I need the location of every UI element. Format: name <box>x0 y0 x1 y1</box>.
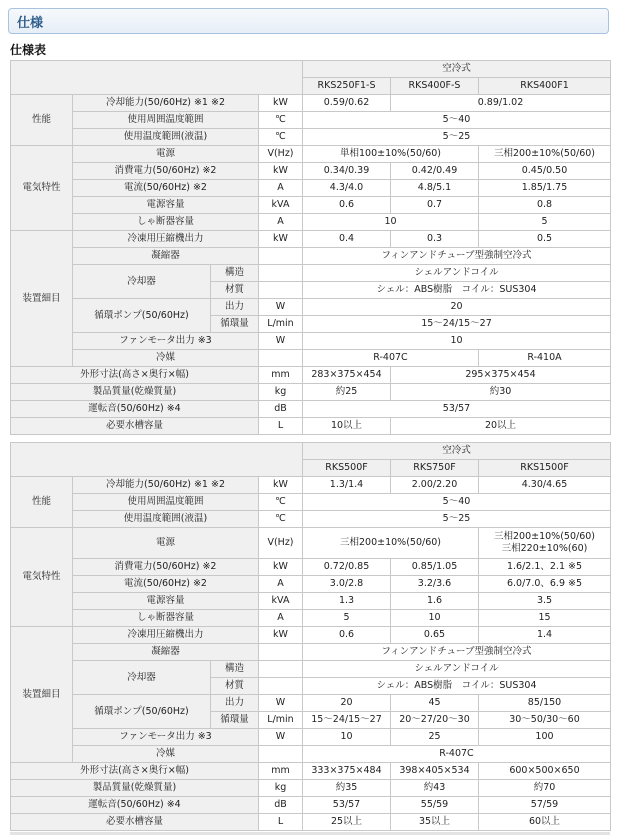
table-row <box>11 593 611 610</box>
unit-cell: kW <box>259 627 303 644</box>
row-label: しゃ断器容量 <box>73 214 259 231</box>
model-header: RKS400F-S <box>391 78 479 95</box>
row-label: 消費電力(50/60Hz) ※2 <box>73 559 259 576</box>
value-cell: 2.00/2.20 <box>391 477 479 494</box>
value-cell: 0.34/0.39 <box>303 163 391 180</box>
value-cell: 20 <box>303 299 611 316</box>
table-row <box>11 146 611 163</box>
value-cell: 5〜40 <box>303 112 611 129</box>
spec-table-2 <box>10 442 611 831</box>
value-cell: 35以上 <box>391 814 479 831</box>
section-header <box>8 8 609 34</box>
row-label: 電源容量 <box>73 593 259 610</box>
row-label: 必要水槽容量 <box>11 814 259 831</box>
row-label: 凝縮器 <box>73 644 259 661</box>
row-label: 消費電力(50/60Hz) ※2 <box>73 163 259 180</box>
row-label: 使用周囲温度範囲 <box>73 494 259 511</box>
value-cell: 57/59 <box>479 797 611 814</box>
category-electrical: 電気特性 <box>11 528 73 627</box>
row-label: 循環ポンプ(50/60Hz) <box>73 695 211 729</box>
table-row <box>11 627 611 644</box>
row-label: 製品質量(乾燥質量) <box>11 384 259 401</box>
unit-cell: ℃ <box>259 112 303 129</box>
value-cell: 60以上 <box>479 814 611 831</box>
table-row <box>11 797 611 814</box>
value-cell: 85/150 <box>479 695 611 712</box>
table-row <box>11 559 611 576</box>
row-label: 凝縮器 <box>73 248 259 265</box>
row-label: 使用周囲温度範囲 <box>73 112 259 129</box>
value-cell: 約43 <box>391 780 479 797</box>
sub-label: 材質 <box>211 678 259 695</box>
row-label: 外形寸法(高さ×奥行×幅) <box>11 763 259 780</box>
value-cell: 1.3 <box>303 593 391 610</box>
unit-cell: W <box>259 729 303 746</box>
header-blank <box>11 443 303 477</box>
table-row <box>11 197 611 214</box>
row-label: ファンモータ出力 ※3 <box>73 729 259 746</box>
value-cell: 0.65 <box>391 627 479 644</box>
unit-cell: kW <box>259 95 303 112</box>
value-cell: 三相200±10%(50/60) <box>303 528 479 559</box>
sub-label: 循環量 <box>211 712 259 729</box>
unit-cell: kg <box>259 780 303 797</box>
value-cell: 4.3/4.0 <box>303 180 391 197</box>
table-row <box>11 729 611 746</box>
value-cell: 25以上 <box>303 814 391 831</box>
row-label: 冷却器 <box>73 661 211 695</box>
row-label: 冷却能力(50/60Hz) ※1 ※2 <box>73 477 259 494</box>
row-label: 電流(50/60Hz) ※2 <box>73 576 259 593</box>
value-cell: 20 <box>303 695 391 712</box>
value-cell: 5〜40 <box>303 494 611 511</box>
row-label: 使用温度範囲(液温) <box>73 511 259 528</box>
value-cell: 0.45/0.50 <box>479 163 611 180</box>
value-cell: 10 <box>303 333 611 350</box>
unit-cell <box>259 265 303 282</box>
unit-cell: V(Hz) <box>259 528 303 559</box>
value-cell: 4.8/5.1 <box>391 180 479 197</box>
unit-cell: W <box>259 333 303 350</box>
table-row <box>11 248 611 265</box>
table-row <box>11 746 611 763</box>
row-label: 使用温度範囲(液温) <box>73 129 259 146</box>
value-cell: 1.85/1.75 <box>479 180 611 197</box>
table-row <box>11 384 611 401</box>
table-row <box>11 265 611 282</box>
row-label: 冷媒 <box>73 350 259 367</box>
value-cell: 10 <box>303 214 479 231</box>
value-cell: 5 <box>479 214 611 231</box>
model-header: RKS400F1 <box>479 78 611 95</box>
value-cell: 0.59/0.62 <box>303 95 391 112</box>
unit-cell: W <box>259 299 303 316</box>
value-cell: シェルアンドコイル <box>303 265 611 282</box>
table-row <box>11 214 611 231</box>
value-cell: 3.0/2.8 <box>303 576 391 593</box>
value-cell: 0.89/1.02 <box>391 95 611 112</box>
table-row <box>11 528 611 559</box>
row-label: 電源 <box>73 146 259 163</box>
value-cell: 100 <box>479 729 611 746</box>
table-row <box>11 95 611 112</box>
value-cell: 4.30/4.65 <box>479 477 611 494</box>
table-row <box>11 163 611 180</box>
value-cell: 283×375×454 <box>303 367 391 384</box>
row-label: 運転音(50/60Hz) ※4 <box>11 797 259 814</box>
value-cell: 5〜25 <box>303 511 611 528</box>
value-cell: 45 <box>391 695 479 712</box>
value-cell: 20〜27/20〜30 <box>391 712 479 729</box>
category-performance: 性能 <box>11 95 73 146</box>
row-label: 冷凍用圧縮機出力 <box>73 231 259 248</box>
value-cell: 55/59 <box>391 797 479 814</box>
value-cell: 53/57 <box>303 797 391 814</box>
table-row <box>11 231 611 248</box>
unit-cell: W <box>259 695 303 712</box>
row-label: 電流(50/60Hz) ※2 <box>73 180 259 197</box>
table-row <box>11 814 611 831</box>
unit-cell <box>259 248 303 265</box>
table-row <box>11 511 611 528</box>
value-cell: 20以上 <box>391 418 611 435</box>
row-label: 外形寸法(高さ×奥行×幅) <box>11 367 259 384</box>
value-cell: 1.4 <box>479 627 611 644</box>
value-cell: 10 <box>303 729 391 746</box>
value-cell: 0.3 <box>391 231 479 248</box>
section-title: 仕様 <box>17 16 44 31</box>
row-label: 冷却器 <box>73 265 211 299</box>
value-cell: 0.4 <box>303 231 391 248</box>
table-row <box>11 367 611 384</box>
unit-cell: V(Hz) <box>259 146 303 163</box>
table-row <box>11 494 611 511</box>
type-header: 空冷式 <box>303 61 611 78</box>
table-row <box>11 350 611 367</box>
table-row <box>11 695 611 712</box>
value-cell: 295×375×454 <box>391 367 611 384</box>
value-cell: 1.3/1.4 <box>303 477 391 494</box>
value-cell: 約70 <box>479 780 611 797</box>
sub-label: 材質 <box>211 282 259 299</box>
spec-table-1 <box>10 60 611 435</box>
table-row <box>11 661 611 678</box>
row-label: 冷却能力(50/60Hz) ※1 ※2 <box>73 95 259 112</box>
table-row <box>11 780 611 797</box>
unit-cell: dB <box>259 401 303 418</box>
value-cell: 約30 <box>391 384 611 401</box>
value-cell: 10 <box>391 610 479 627</box>
model-header: RKS250F1-S <box>303 78 391 95</box>
value-cell: 5 <box>303 610 391 627</box>
table-row <box>11 477 611 494</box>
value-cell: 15〜24/15〜27 <box>303 316 611 333</box>
value-cell: シェルアンドコイル <box>303 661 611 678</box>
value-cell: 30〜50/30〜60 <box>479 712 611 729</box>
unit-cell: kW <box>259 559 303 576</box>
model-header: RKS750F <box>391 460 479 477</box>
unit-cell: ℃ <box>259 129 303 146</box>
value-cell: 0.72/0.85 <box>303 559 391 576</box>
row-label: 電源容量 <box>73 197 259 214</box>
table-row <box>11 112 611 129</box>
value-cell: 1.6 <box>391 593 479 610</box>
category-performance: 性能 <box>11 477 73 528</box>
value-cell: 5〜25 <box>303 129 611 146</box>
unit-cell <box>259 678 303 695</box>
value-cell: 15 <box>479 610 611 627</box>
category-equipment: 装置細目 <box>11 231 73 367</box>
value-cell: 0.6 <box>303 197 391 214</box>
value-cell: 単相100±10%(50/60) <box>303 146 479 163</box>
model-header: RKS500F <box>303 460 391 477</box>
row-label: 製品質量(乾燥質量) <box>11 780 259 797</box>
table-row <box>11 763 611 780</box>
table-row <box>11 180 611 197</box>
table-row <box>11 418 611 435</box>
unit-cell: ℃ <box>259 494 303 511</box>
value-cell: 3.2/3.6 <box>391 576 479 593</box>
unit-cell: A <box>259 180 303 197</box>
divider <box>10 832 610 835</box>
value-cell-multiline <box>479 528 611 559</box>
table-row <box>11 299 611 316</box>
row-label: 冷凍用圧縮機出力 <box>73 627 259 644</box>
unit-cell: L <box>259 418 303 435</box>
category-equipment: 装置細目 <box>11 627 73 763</box>
sub-label: 構造 <box>211 265 259 282</box>
unit-cell <box>259 644 303 661</box>
value-cell: 600×500×650 <box>479 763 611 780</box>
unit-cell: A <box>259 610 303 627</box>
value-cell: 約35 <box>303 780 391 797</box>
value-cell: 53/57 <box>303 401 611 418</box>
category-electrical: 電気特性 <box>11 146 73 231</box>
unit-cell: L/min <box>259 316 303 333</box>
row-label: ファンモータ出力 ※3 <box>73 333 259 350</box>
sub-label: 出力 <box>211 695 259 712</box>
row-label: 冷媒 <box>73 746 259 763</box>
unit-cell: kVA <box>259 197 303 214</box>
unit-cell: A <box>259 214 303 231</box>
value-cell: 三相200±10%(50/60) <box>479 146 611 163</box>
value-line: 三相220±10%(60) <box>501 543 588 554</box>
unit-cell: L/min <box>259 712 303 729</box>
unit-cell: kg <box>259 384 303 401</box>
value-cell: R-407C <box>303 746 611 763</box>
unit-cell: L <box>259 814 303 831</box>
unit-cell: dB <box>259 797 303 814</box>
value-cell: 0.42/0.49 <box>391 163 479 180</box>
unit-cell: kW <box>259 163 303 180</box>
value-cell: 約25 <box>303 384 391 401</box>
unit-cell <box>259 350 303 367</box>
value-cell: 10以上 <box>303 418 391 435</box>
unit-cell: kW <box>259 231 303 248</box>
unit-cell: kW <box>259 477 303 494</box>
value-line: 三相200±10%(50/60) <box>494 531 595 542</box>
value-cell: シェル：ABS樹脂 コイル：SUS304 <box>303 678 611 695</box>
value-cell: R-410A <box>479 350 611 367</box>
value-cell: 15〜24/15〜27 <box>303 712 391 729</box>
value-cell: 1.6/2.1、2.1 ※5 <box>479 559 611 576</box>
unit-cell: ℃ <box>259 511 303 528</box>
type-header: 空冷式 <box>303 443 611 460</box>
value-cell: 6.0/7.0、6.9 ※5 <box>479 576 611 593</box>
sub-label: 出力 <box>211 299 259 316</box>
value-cell: 333×375×484 <box>303 763 391 780</box>
unit-cell: kVA <box>259 593 303 610</box>
header-blank <box>11 61 303 95</box>
spec-table-heading: 仕様表 <box>10 43 47 57</box>
value-cell: 0.6 <box>303 627 391 644</box>
table-row <box>11 401 611 418</box>
table-row <box>11 61 611 78</box>
table-row <box>11 576 611 593</box>
value-cell: 0.5 <box>479 231 611 248</box>
sub-label: 循環量 <box>211 316 259 333</box>
table-row <box>11 610 611 627</box>
model-header: RKS1500F <box>479 460 611 477</box>
unit-cell <box>259 661 303 678</box>
value-cell: 0.7 <box>391 197 479 214</box>
value-cell: フィンアンドチューブ型強制空冷式 <box>303 248 611 265</box>
unit-cell: mm <box>259 763 303 780</box>
value-cell: 25 <box>391 729 479 746</box>
row-label: しゃ断器容量 <box>73 610 259 627</box>
row-label: 電源 <box>73 528 259 559</box>
row-label: 循環ポンプ(50/60Hz) <box>73 299 211 333</box>
unit-cell: A <box>259 576 303 593</box>
value-cell: 3.5 <box>479 593 611 610</box>
sub-label: 構造 <box>211 661 259 678</box>
table-row <box>11 333 611 350</box>
value-cell: R-407C <box>303 350 479 367</box>
table-row <box>11 129 611 146</box>
value-cell: 398×405×534 <box>391 763 479 780</box>
value-cell: シェル：ABS樹脂 コイル：SUS304 <box>303 282 611 299</box>
unit-cell: mm <box>259 367 303 384</box>
table-row <box>11 644 611 661</box>
row-label: 必要水槽容量 <box>11 418 259 435</box>
unit-cell <box>259 746 303 763</box>
table-row <box>11 443 611 460</box>
unit-cell <box>259 282 303 299</box>
value-cell: 0.85/1.05 <box>391 559 479 576</box>
value-cell: フィンアンドチューブ型強制空冷式 <box>303 644 611 661</box>
value-cell: 0.8 <box>479 197 611 214</box>
row-label: 運転音(50/60Hz) ※4 <box>11 401 259 418</box>
